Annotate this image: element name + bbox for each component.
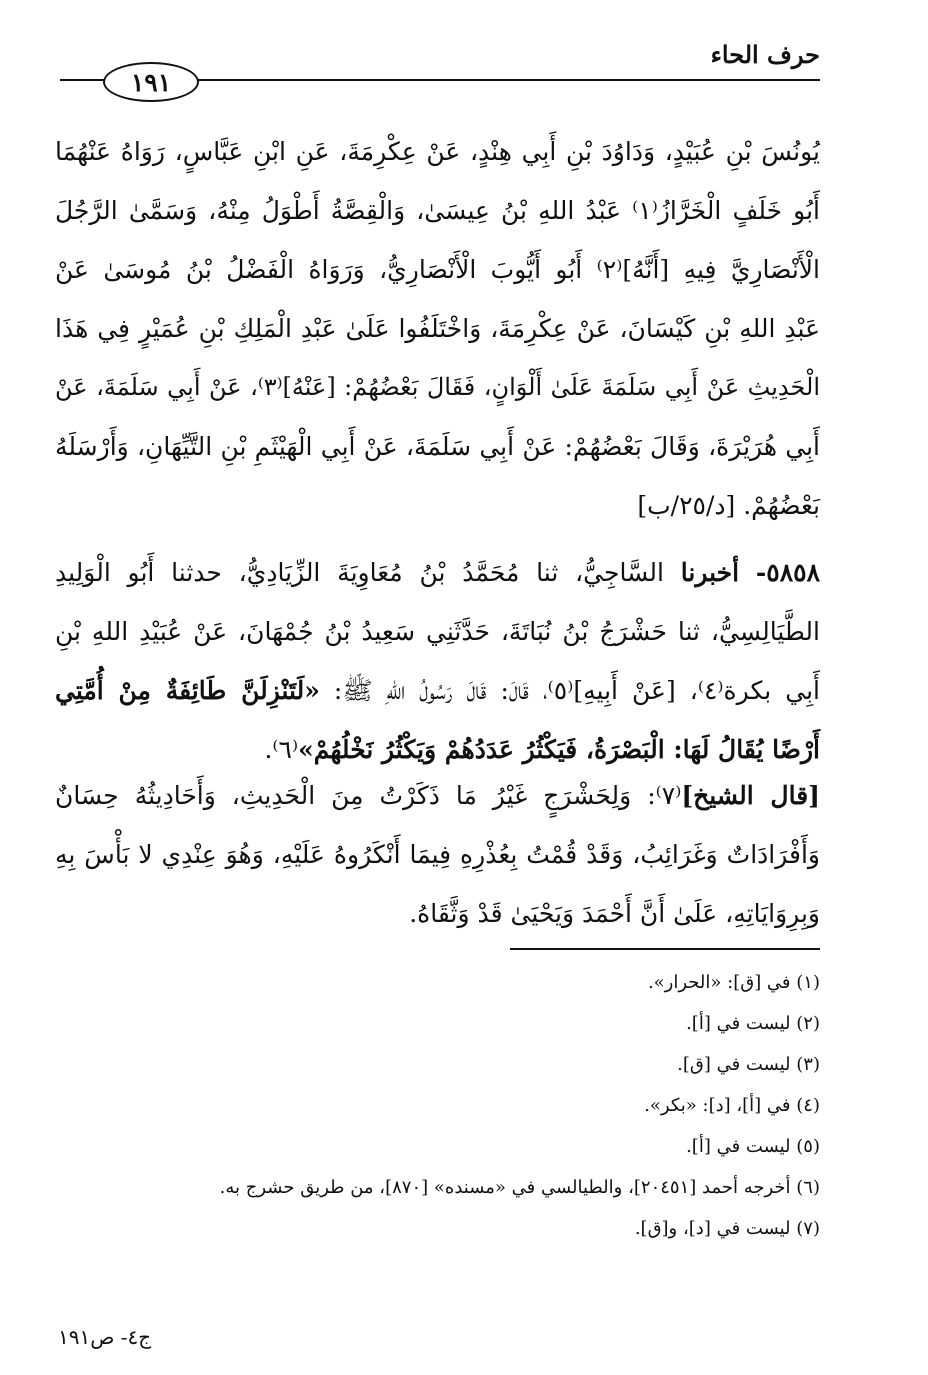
footnote-item: (٤) في [أ]، [د]: «بكر».: [644, 1095, 820, 1116]
volume-page-reference: ج٤- ص١٩١: [58, 1325, 152, 1349]
footnote-item: (٧) ليست في [د]، و[ق].: [634, 1218, 820, 1239]
text-line: وَبِرِوَايَاتِهِ، عَلَىٰ أَنَّ أَحْمَدَ وَيَحْيَىٰ قَدْ وَثَّقَاهُ.: [409, 899, 820, 928]
body-paragraph-1: [55, 122, 820, 535]
text-line: بَعْضُهُمْ. [د/٢٥/ب]: [637, 491, 820, 520]
sheikh-comment-paragraph: [55, 766, 820, 943]
text-line: الطَّيَالِسِيُّ، ثنا حَشْرَجُ بْنُ نُبَاتَةَ، حَدَّثَنِي سَعِيدُ بْنُ جُمْهَانَ، عَنْ عُبَيْدِ اللهِ بْنِ: [55, 617, 820, 646]
footnote-marker: ⁽٦⁾.: [264, 735, 299, 764]
text-line: عَبْدِ اللهِ بْنِ كَيْسَانَ، عَنْ عِكْرِمَةَ، وَاخْتَلَفُوا عَلَىٰ عَبْدِ الْمَلِكِ بْنِ عُمَيْرٍ فِي هَذَا: [55, 314, 820, 343]
footnote-rule: [510, 948, 820, 950]
page-number: ١٩١: [130, 67, 172, 97]
akhbarana-label: أخبرنا: [680, 558, 740, 587]
text-line: يُونُسَ بْنِ عُبَيْدٍ، وَدَاوُدَ بْنِ أَبِي هِنْدٍ، عَنْ عِكْرِمَةَ، عَنِ ابْنِ عَبَّاسٍ، رَوَاهُ عَنْهُمَا: [55, 137, 820, 166]
text-span: السَّاجِيُّ، ثنا مُحَمَّدُ بْنُ مُعَاوِيَةَ الزِّيَادِيُّ، حدثنا أَبُو الْوَلِيدِ: [55, 558, 664, 587]
text-line: الْأَنْصَارِيَّ فِيهِ [أَنَّهُ]⁽٢⁾ أَبُو أَيُّوبَ الْأَنْصَارِيُّ، وَرَوَاهُ الْفَضْلُ بْنُ مُوسَىٰ عَنْ: [55, 255, 820, 284]
hadith-number: ٥٨٥٨-: [755, 558, 820, 587]
footnotes: [120, 962, 820, 1249]
hadith-matn: «لَتَنْزِلَنَّ طَائِفَةٌ مِنْ أُمَّتِي: [55, 676, 320, 705]
chapter-title: حرف الحاء: [710, 40, 820, 69]
sheikh-label: [قال الشيخ]: [681, 781, 820, 810]
text-line: أَبُو خَلَفٍ الْخَرَّازُ⁽١⁾ عَبْدُ اللهِ بْنُ عِيسَىٰ، وَالْقِصَّةُ أَطْوَلُ مِنْهُ، وَسَمَّىٰ الرَّجُلَ: [55, 196, 820, 225]
hadith-matn: أَرْضًا يُقَالُ لَهَا: الْبَصْرَةُ، فَيَكْثُرُ عَدَدُهُمْ وَيَكْثُرُ نَخْلُهُمْ»: [298, 735, 820, 764]
text-line: [55, 543, 820, 602]
footnote-item: (٢) ليست في [أ].: [686, 1013, 820, 1034]
page-number-badge: [103, 62, 199, 102]
text-span: أَبِي بكرة⁽٤⁾، [عَنْ أَبِيهِ]⁽٥⁾، قَالَ: قَالَ رَسُولُ اللهِ ﷺ:: [333, 676, 821, 705]
text-line: أَبِي هُرَيْرَةَ، وَقَالَ بَعْضُهُمْ: عَنْ أَبِي سَلَمَةَ، عَنْ أَبِي الْهَيْثَمِ بْنِ التَّيِّهَانِ، وَأَرْسَلَهُ: [55, 432, 820, 461]
text-line: الْحَدِيثِ عَنْ أَبِي سَلَمَةَ عَلَىٰ أَلْوَانٍ، فَقَالَ بَعْضُهُمْ: [عَنْهُ]⁽٣⁾، عَنْ أَبِي سَلَمَةَ، عَنْ: [55, 373, 820, 401]
hadith-paragraph: [55, 543, 820, 779]
footnote-item: (٥) ليست في [أ].: [686, 1136, 820, 1157]
text-span: ⁽٧⁾: وَلِحَشْرَجٍ غَيْرُ مَا ذَكَرْتُ مِنَ الْحَدِيثِ، وَأَحَادِيثُهُ حِسَانٌ: [55, 781, 682, 810]
footnote-item: (٣) ليست في [ق].: [677, 1054, 820, 1075]
text-line: وَأَفْرَادَاتٌ وَغَرَائِبُ، وَقَدْ قُمْتُ بِعُذْرِهِ فِيمَا أَنْكَرُوهُ عَلَيْهِ، وَهُوَ عِنْدِي لا بَأْسَ بِهِ: [55, 840, 820, 869]
footnote-item: (٦) أخرجه أحمد [٢٠٤٥١]، والطيالسي في «مسنده» [٨٧٠]، من طريق حشرج به.: [219, 1177, 820, 1198]
text-line: [55, 661, 820, 720]
footnote-item: (١) في [ق]: «الحرار».: [647, 972, 820, 993]
text-line: [55, 766, 820, 825]
